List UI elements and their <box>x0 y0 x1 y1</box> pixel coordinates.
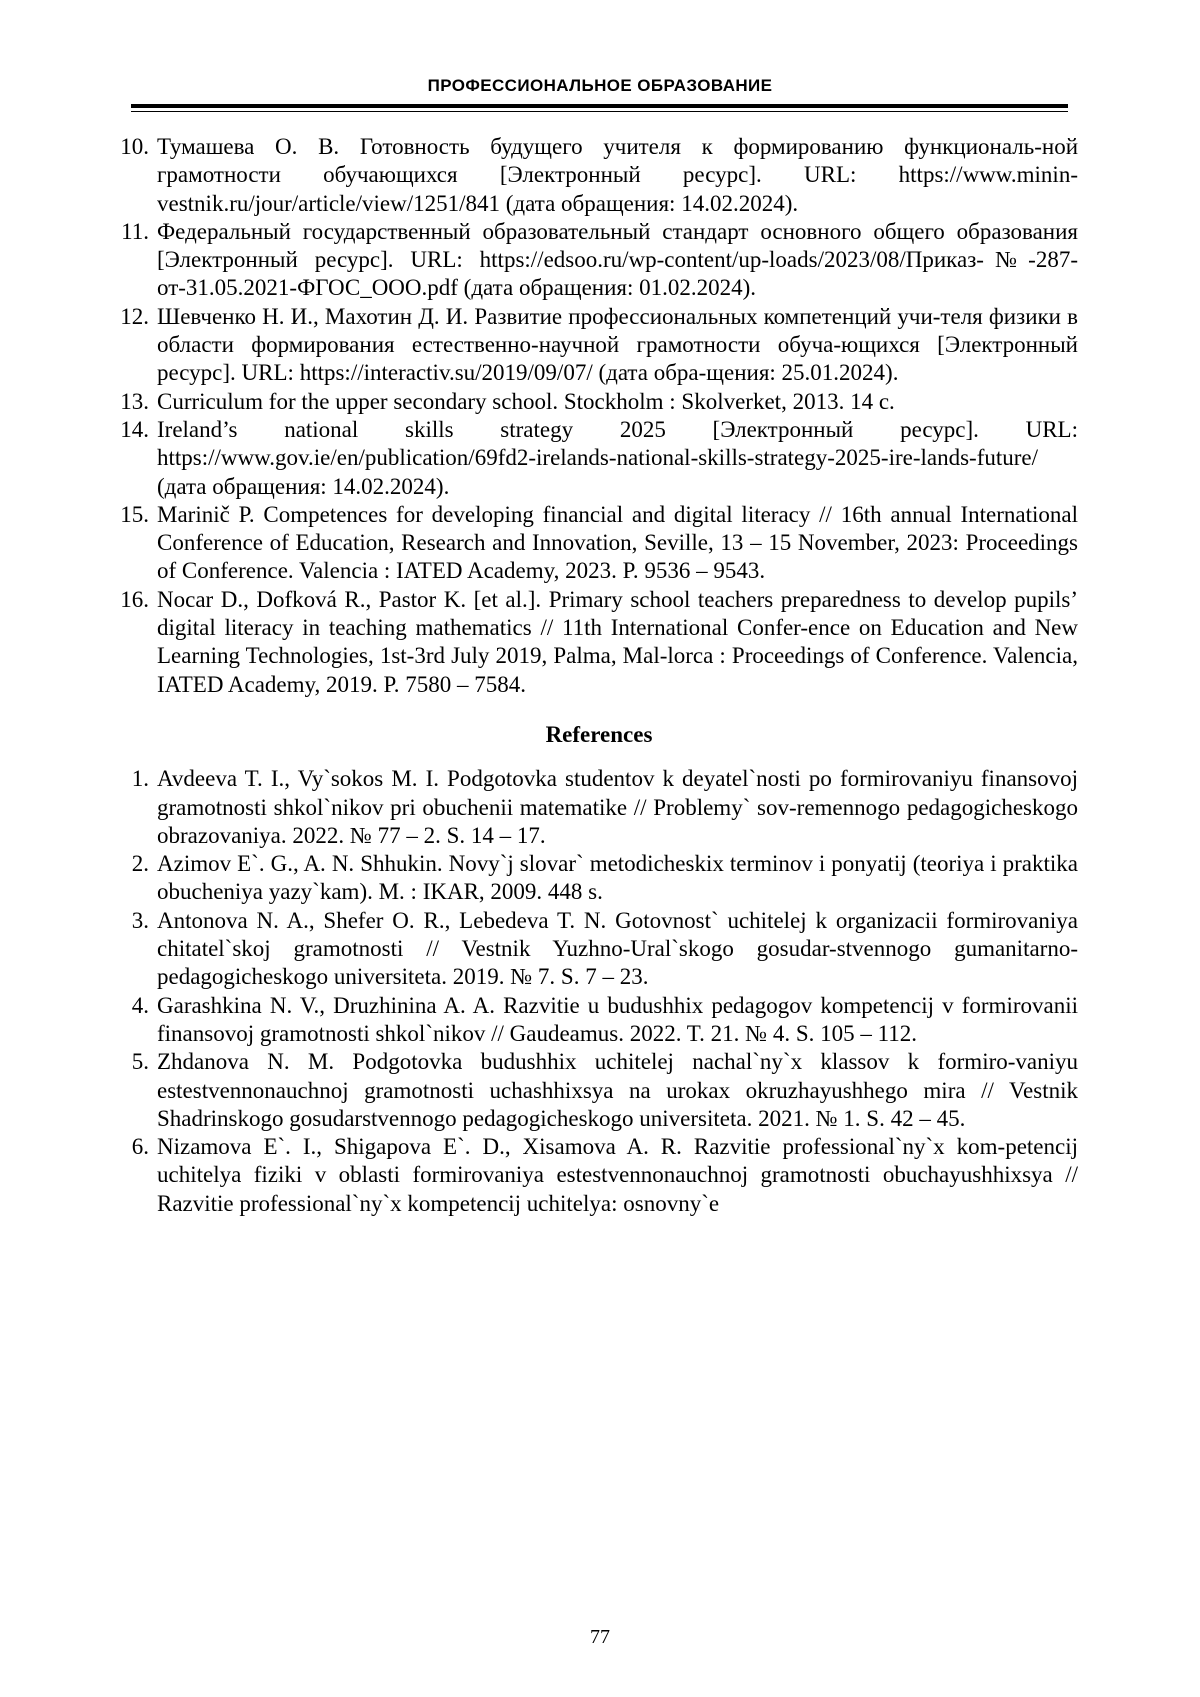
page-number: 77 <box>590 1626 610 1648</box>
reference-number: 14. <box>120 416 149 442</box>
reference-text: Antonova N. A., Shefer O. R., Lebedeva T. N. Gotovnost` uchitelej k organizacii formirovaniya chitatel`skoj gramotnosti // Vestnik Yuzhno-Ural`skogo gosudar-stvennogo gumanitarno-pedagogicheskogo universiteta. 2019. № 7. S. 7 – 23. <box>157 907 1078 990</box>
reference-item <box>120 1133 1078 1218</box>
reference-item <box>120 1048 1078 1133</box>
running-head: ПРОФЕССИОНАЛЬНОЕ ОБРАЗОВАНИЕ <box>427 76 773 95</box>
reference-number: 16. <box>120 586 149 612</box>
reference-number: 4. <box>131 992 149 1018</box>
header-rule <box>131 104 1068 112</box>
references-content <box>120 133 1078 1218</box>
reference-number: 13. <box>120 388 149 414</box>
reference-text: Nocar D., Dofková R., Pastor K. [et al.]. Primary school teachers preparedness to develop pupils’ digital literacy in teaching mathematics // 11th International Confer-ence on Education and New Learning Technologies, 1st-3rd July 2019, Palma, Mal-lorca : Proceedings of Conference. Valencia, IATED Academy, 2019. P. 7580 – 7584. <box>157 586 1078 697</box>
reference-item <box>120 416 1078 501</box>
reference-text: Zhdanova N. M. Podgotovka budushhix uchitelej nachal`ny`x klassov k formiro-vaniyu estestvennonauchnoj gramotnosti uchashhixsya na urokax okruzhayushhego mira // Vestnik Shadrinskogo gosudarstvennogo pedagogicheskogo universiteta. 2021. № 1. S. 42 – 45. <box>157 1049 1078 1131</box>
reference-item <box>120 303 1078 388</box>
reference-text: Шевченко Н. И., Махотин Д. И. Развитие профессиональных компетенций учи-теля физики в области формирования естественно-научной грамотности обуча-ющихся [Электронный ресурс]. URL: https://interactiv.su/2019/09/07/ (дата обра-щения: 25.01.2024). <box>157 303 1078 386</box>
reference-text: Avdeeva T. I., Vy`sokos M. I. Podgotovka studentov k deyatel`nosti po formirovaniyu finansovoj gramotnosti shkol`nikov pri obuchenii matematike // Problemy` sov-remennogo pedagogicheskogo obrazovaniya. 2022. № 77 – 2. S. 14 – 17. <box>157 766 1078 848</box>
reference-item <box>120 850 1078 907</box>
references-heading: References <box>545 721 653 747</box>
reference-text: Curriculum for the upper secondary school. Stockholm : Skolverket, 2013. 14 с. <box>157 388 895 414</box>
reference-text: Федеральный государственный образовательный стандарт основного общего образования [Электронный ресурс]. URL: https://edsoo.ru/wp-content/up-loads/2023/08/Приказ-№-287-от-31.05.2021-ФГОС_ООО.pdf (дата обращения: 01.02.2024). <box>157 218 1078 301</box>
reference-text: Ireland’s national skills strategy 2025 [Электронный ресурс]. URL: https://www.gov.ie/en/publication/69fd2-irelands-national-skills-strategy-2025-ire-lands-future/ (дата обращения: 14.02.2024). <box>157 416 1078 499</box>
reference-item <box>120 907 1078 992</box>
reference-item <box>120 218 1078 303</box>
reference-item <box>120 765 1078 850</box>
references-list-russian <box>120 133 1078 699</box>
reference-number: 1. <box>131 766 149 792</box>
reference-item <box>120 501 1078 586</box>
reference-number: 2. <box>131 851 149 877</box>
reference-item <box>120 388 1078 416</box>
reference-number: 5. <box>131 1049 149 1075</box>
references-list-transliterated <box>120 765 1078 1218</box>
reference-text: Nizamova E`. I., Shigapova E`. D., Xisamova A. R. Razvitie professional`ny`x kom-petencij uchitelya fiziki v oblasti formirovaniya estestvennonauchnoj gramotnosti obuchayushhixsya // Razvitie professional`ny`x kompetencij uchitelya: osnovny`e <box>157 1134 1078 1216</box>
reference-text: Garashkina N. V., Druzhinina A. A. Razvitie u budushhix pedagogov kompetencij v formirovanii finansovoj gramotnosti shkol`nikov // Gaudeamus. 2022. T. 21. № 4. S. 105 – 112. <box>157 992 1078 1046</box>
reference-number: 11. <box>121 218 149 244</box>
reference-number: 15. <box>120 501 149 527</box>
reference-item <box>120 992 1078 1049</box>
reference-item <box>120 586 1078 699</box>
reference-number: 10. <box>120 134 149 159</box>
reference-number: 12. <box>120 303 149 329</box>
reference-text: Azimov E`. G., A. N. Shhukin. Novy`j slovar` metodicheskix terminov i ponyatij (teoriya i praktika obucheniya yazy`kam). M. : IKAR, 2009. 448 s. <box>157 851 1078 905</box>
reference-text: Тумашева О. В. Готовность будущего учителя к формированию функциональ-ной грамотности обучающихся [Электронный ресурс]. URL: https://www.minin-vestnik.ru/jour/article/view/1251/841 (дата обращения: 14.02.2024). <box>157 134 1078 216</box>
reference-number: 6. <box>131 1134 149 1160</box>
reference-number: 3. <box>131 907 149 933</box>
reference-text: Marinič P. Competences for developing financial and digital literacy // 16th annual International Conference of Education, Research and Innovation, Seville, 13 – 15 November, 2023: Proceedings of Conference. Valencia : IATED Academy, 2023. P. 9536 – 9543. <box>157 501 1078 584</box>
reference-item <box>120 133 1078 218</box>
